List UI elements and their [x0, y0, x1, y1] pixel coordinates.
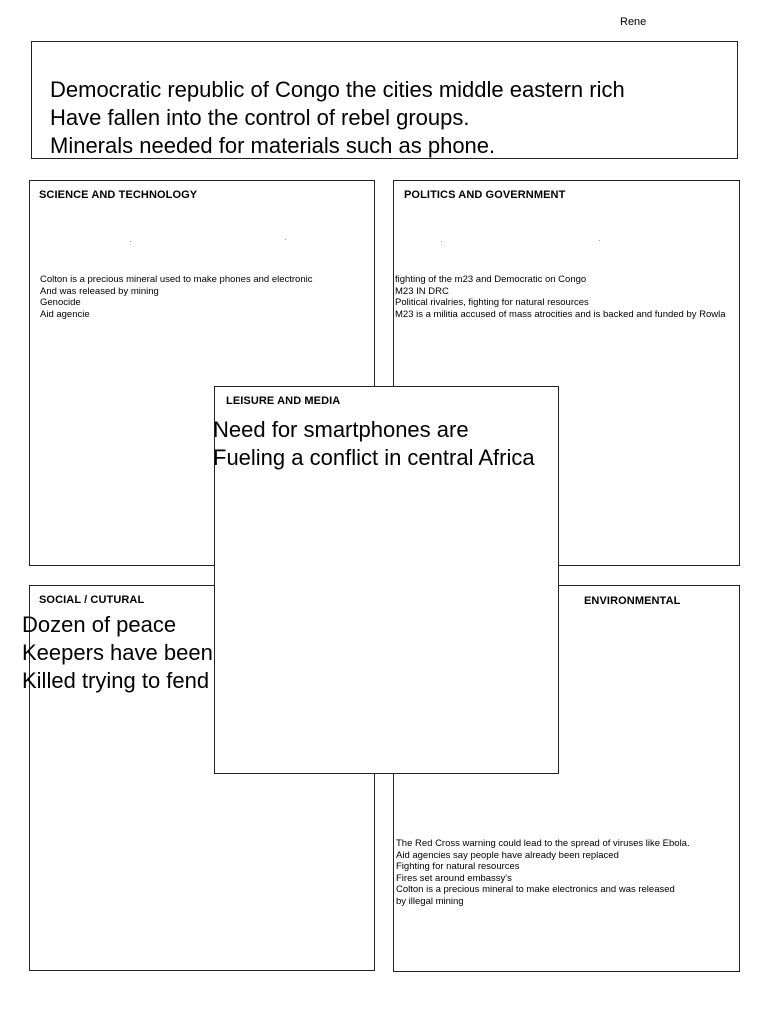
environmental-line: The Red Cross warning could lead to the spread of viruses like Ebola. [396, 838, 690, 849]
politics-text [395, 274, 726, 320]
politics-line: M23 IN DRC [395, 285, 449, 297]
environmental-line: Fighting for natural resources [396, 861, 520, 872]
leisure-text [213, 416, 535, 472]
title-line: Democratic republic of Congo the cities middle eastern rich [50, 77, 625, 102]
science-line: Aid agencie [40, 308, 90, 320]
science-heading: SCIENCE AND TECHNOLOGY [39, 189, 198, 201]
leisure-line: Need for smartphones are [213, 417, 469, 442]
environmental-line: Fires set around embassy's [396, 872, 512, 884]
politics-heading: POLITICS AND GOVERNMENT [404, 189, 566, 201]
leisure-heading: LEISURE AND MEDIA [226, 395, 341, 407]
author-name: Rene [620, 16, 647, 28]
leisure-line: Fueling a conflict in central Africa [213, 445, 535, 470]
social-line: Keepers have been [22, 640, 213, 665]
science-line: Colton is a precious mineral used to make phones and electronic [40, 274, 313, 285]
science-line: Genocide [40, 297, 81, 308]
environmental-line: Colton is a precious mineral to make electronics and was released [396, 884, 675, 895]
environmental-heading: ENVIRONMENTAL [584, 595, 681, 607]
science-text [40, 274, 313, 320]
social-line: Dozen of peace [22, 612, 177, 637]
leisure-media-box [214, 386, 559, 774]
environmental-text [396, 838, 690, 907]
politics-line: Political rivalries, fighting for natural resources [395, 297, 589, 308]
social-line: Killed trying to fend [22, 668, 210, 693]
politics-line: M23 is a militia accused of mass atrocities and is backed and funded by Rowla [395, 308, 726, 320]
title-line: Minerals needed for materials such as phone. [50, 133, 496, 158]
title-text [50, 76, 625, 160]
environmental-line: by illegal mining [396, 895, 464, 907]
science-line: And was released by mining [40, 285, 159, 297]
environmental-line: Aid agencies say people have already been replaced [396, 849, 619, 861]
social-heading: SOCIAL / CUTURAL [39, 594, 145, 606]
title-box [31, 41, 738, 159]
politics-line: fighting of the m23 and Democratic on Congo [395, 274, 587, 285]
social-text [22, 611, 213, 695]
title-line: Have fallen into the control of rebel groups. [50, 105, 470, 130]
